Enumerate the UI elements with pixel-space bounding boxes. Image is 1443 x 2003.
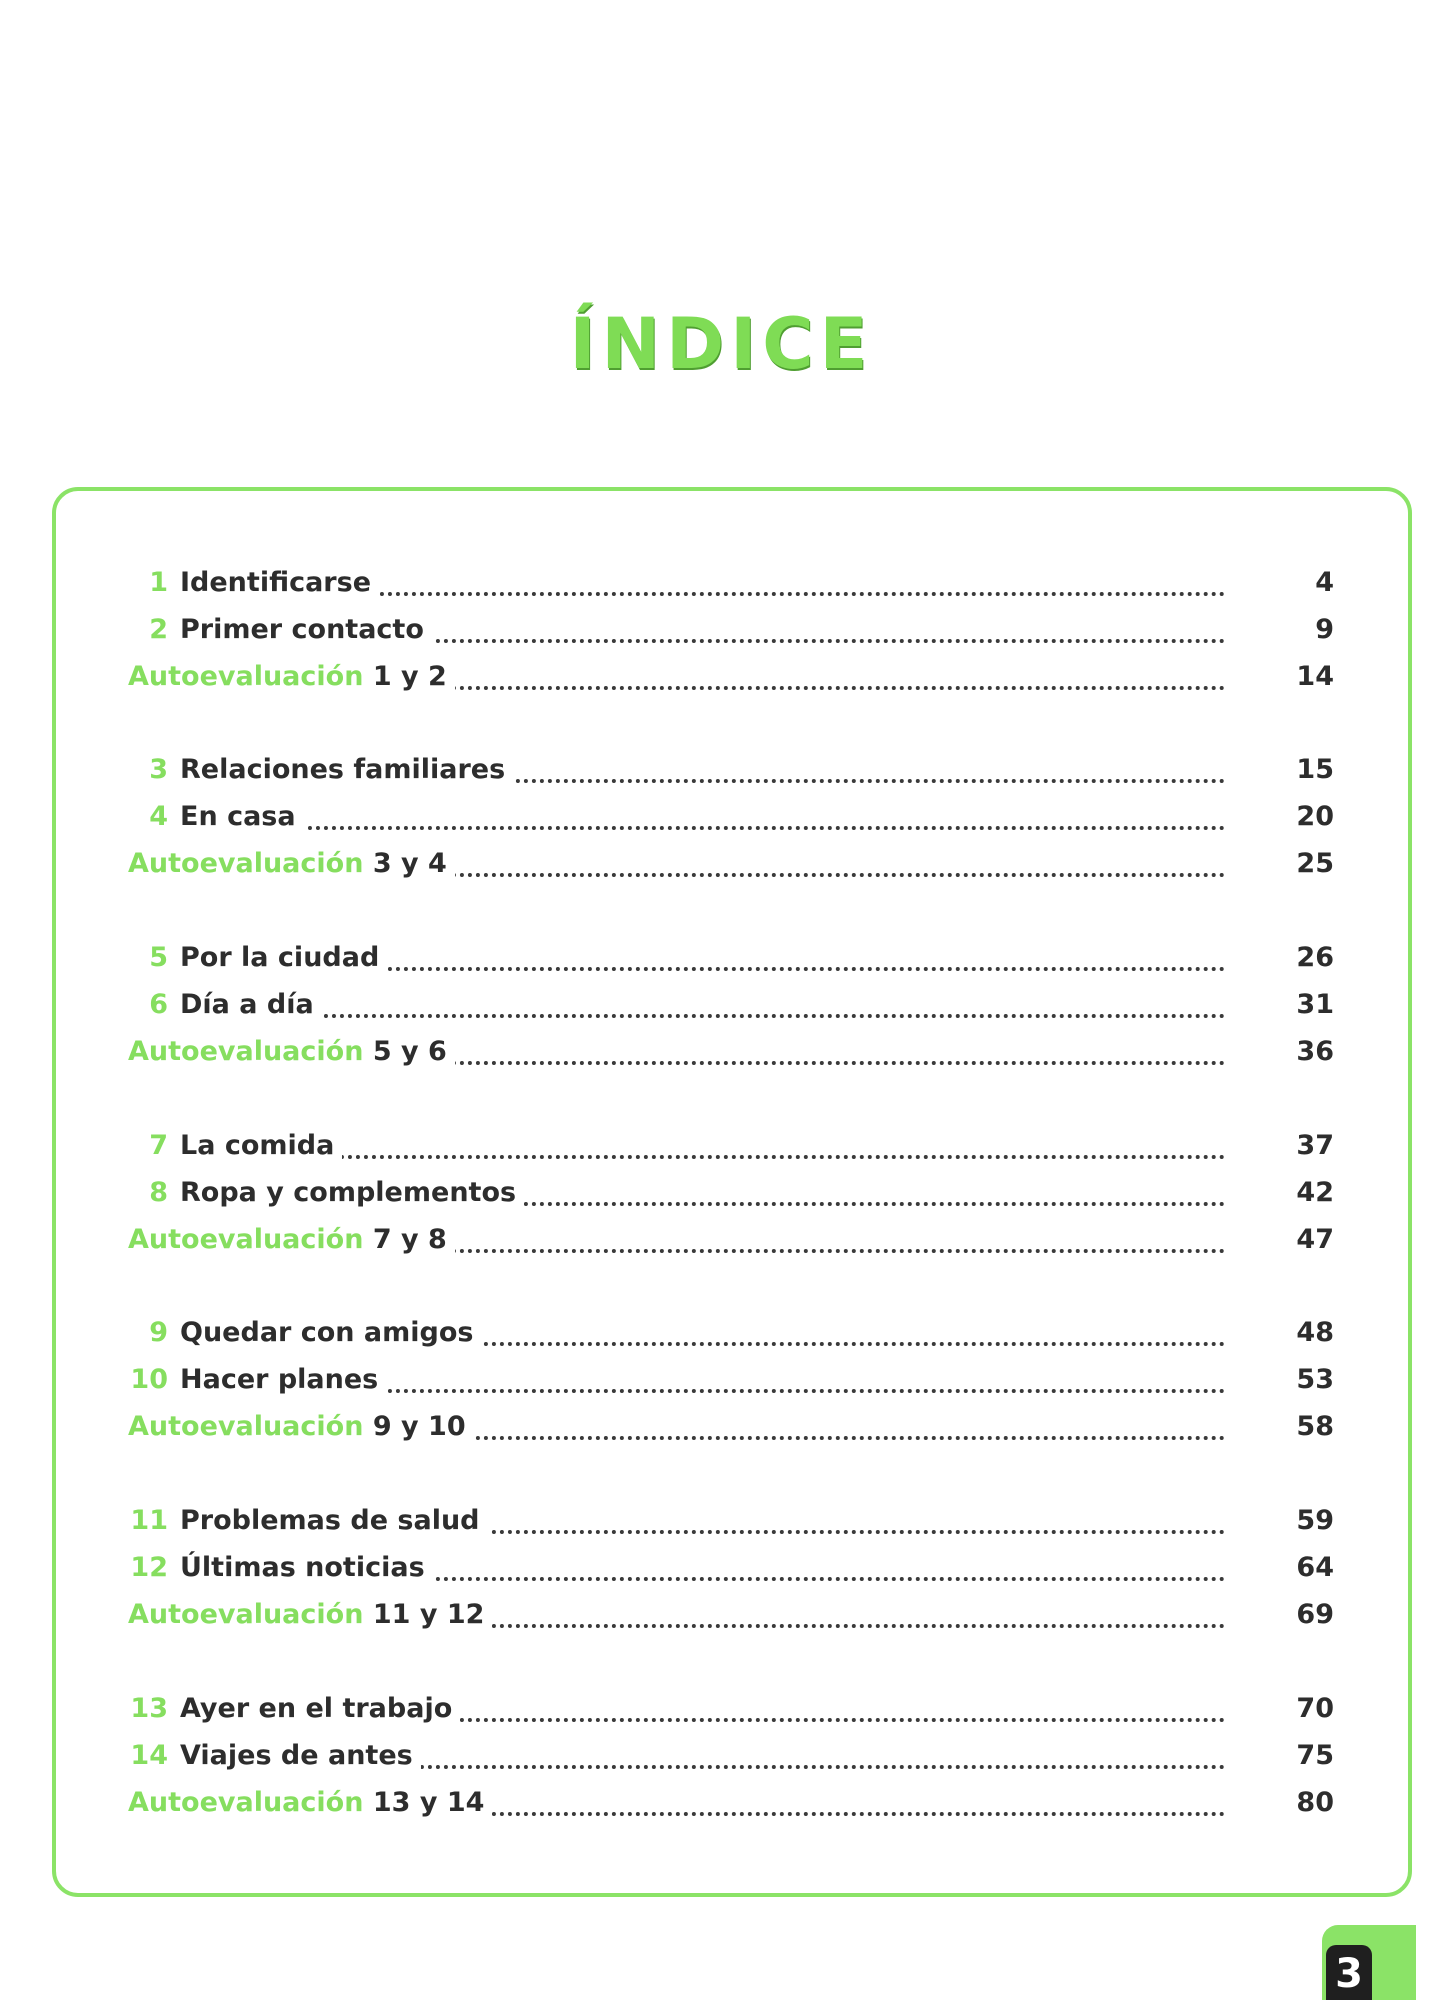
unit-number: 10 — [130, 1364, 168, 1395]
toc-entry-label — [128, 655, 455, 699]
toc-entry-label — [128, 1781, 492, 1825]
toc-page-number: 64 — [1296, 1552, 1334, 1583]
toc-page-number: 53 — [1296, 1364, 1334, 1395]
toc-unit-row — [0, 1171, 1443, 1215]
unit-number: 7 — [149, 1130, 168, 1161]
toc-page-number: 48 — [1296, 1317, 1334, 1348]
unit-number: 12 — [130, 1552, 168, 1583]
toc-page-number: 37 — [1296, 1130, 1334, 1161]
toc-page-number: 9 — [1315, 614, 1334, 645]
toc-unit-row — [0, 561, 1443, 605]
self-assessment-word: Autoevaluación — [128, 1411, 364, 1442]
toc-entry-label: Problemas de salud — [180, 1499, 488, 1543]
self-assessment-units: 1 y 2 — [372, 661, 447, 692]
toc-page-number: 42 — [1296, 1177, 1334, 1208]
self-assessment-units: 9 y 10 — [372, 1411, 466, 1442]
toc-entry-label: En casa — [180, 795, 304, 839]
toc-page-number: 31 — [1296, 989, 1334, 1020]
toc-page-number: 70 — [1296, 1693, 1334, 1724]
toc-page-number: 47 — [1296, 1224, 1334, 1255]
toc-entry-label — [128, 1218, 455, 1262]
toc-self-assessment-row — [0, 842, 1443, 886]
toc-unit-row — [0, 608, 1443, 652]
self-assessment-units: 11 y 12 — [372, 1599, 485, 1630]
toc-entry-label — [128, 1593, 492, 1637]
toc-entry-label: Últimas noticias — [180, 1546, 433, 1590]
toc-entry-label: Relaciones familiares — [180, 748, 513, 792]
toc-self-assessment-row — [0, 1593, 1443, 1637]
leader-dots — [180, 826, 1225, 830]
toc-entry-label: Viajes de antes — [180, 1734, 421, 1778]
toc-page-number: 20 — [1296, 801, 1334, 832]
page-number: 3 — [1326, 1945, 1372, 2000]
toc-self-assessment-row — [0, 1781, 1443, 1825]
unit-number: 2 — [149, 614, 168, 645]
self-assessment-word: Autoevaluación — [128, 848, 364, 879]
self-assessment-units: 3 y 4 — [372, 848, 447, 879]
toc-entry-label — [128, 1405, 474, 1449]
toc-entry-label: Por la ciudad — [180, 936, 387, 980]
toc-unit-row — [0, 748, 1443, 792]
self-assessment-word: Autoevaluación — [128, 661, 364, 692]
toc-unit-row — [0, 936, 1443, 980]
toc-entry-label: Identificarse — [180, 561, 379, 605]
toc-entry-label — [128, 842, 455, 886]
unit-number: 13 — [130, 1693, 168, 1724]
toc-self-assessment-row — [0, 1405, 1443, 1449]
self-assessment-units: 7 y 8 — [372, 1224, 447, 1255]
toc-unit-row — [0, 795, 1443, 839]
toc-entry-label: Primer contacto — [180, 608, 432, 652]
toc-page-number: 36 — [1296, 1036, 1334, 1067]
unit-number: 1 — [149, 567, 168, 598]
toc-page-number: 4 — [1315, 567, 1334, 598]
toc-unit-row — [0, 1311, 1443, 1355]
toc-self-assessment-row — [0, 1218, 1443, 1262]
unit-number: 14 — [130, 1740, 168, 1771]
toc-page-number: 75 — [1296, 1740, 1334, 1771]
toc-unit-row — [0, 1687, 1443, 1731]
toc-entry-label: Hacer planes — [180, 1358, 386, 1402]
toc-unit-row — [0, 1546, 1443, 1590]
leader-dots — [180, 1014, 1225, 1018]
toc-page-number: 26 — [1296, 942, 1334, 973]
toc-page-number: 59 — [1296, 1505, 1334, 1536]
toc-entry-label: Ayer en el trabajo — [180, 1687, 460, 1731]
self-assessment-word: Autoevaluación — [128, 1599, 364, 1630]
unit-number: 6 — [149, 989, 168, 1020]
toc-page-number: 58 — [1296, 1411, 1334, 1442]
toc-entry-label: Ropa y complementos — [180, 1171, 524, 1215]
toc-unit-row — [0, 1358, 1443, 1402]
unit-number: 3 — [149, 754, 168, 785]
toc-page-number: 25 — [1296, 848, 1334, 879]
unit-number: 4 — [149, 801, 168, 832]
unit-number: 9 — [149, 1317, 168, 1348]
toc-page-number: 14 — [1296, 661, 1334, 692]
self-assessment-units: 5 y 6 — [372, 1036, 447, 1067]
self-assessment-units: 13 y 14 — [372, 1787, 485, 1818]
toc-entry-label — [128, 1030, 455, 1074]
toc-page-number: 80 — [1296, 1787, 1334, 1818]
toc-unit-row — [0, 1734, 1443, 1778]
toc-unit-row — [0, 1124, 1443, 1168]
unit-number: 8 — [149, 1177, 168, 1208]
toc-unit-row — [0, 983, 1443, 1027]
toc-page-number: 69 — [1296, 1599, 1334, 1630]
toc-unit-row — [0, 1499, 1443, 1543]
toc-self-assessment-row — [0, 655, 1443, 699]
self-assessment-word: Autoevaluación — [128, 1224, 364, 1255]
toc-entry-label: Día a día — [180, 983, 322, 1027]
self-assessment-word: Autoevaluación — [128, 1787, 364, 1818]
unit-number: 5 — [149, 942, 168, 973]
page-title: ÍNDICE — [569, 303, 874, 385]
toc-self-assessment-row — [0, 1030, 1443, 1074]
toc-page-number: 15 — [1296, 754, 1334, 785]
self-assessment-word: Autoevaluación — [128, 1036, 364, 1067]
unit-number: 11 — [130, 1505, 168, 1536]
toc-entry-label: La comida — [180, 1124, 342, 1168]
toc-entry-label: Quedar con amigos — [180, 1311, 481, 1355]
